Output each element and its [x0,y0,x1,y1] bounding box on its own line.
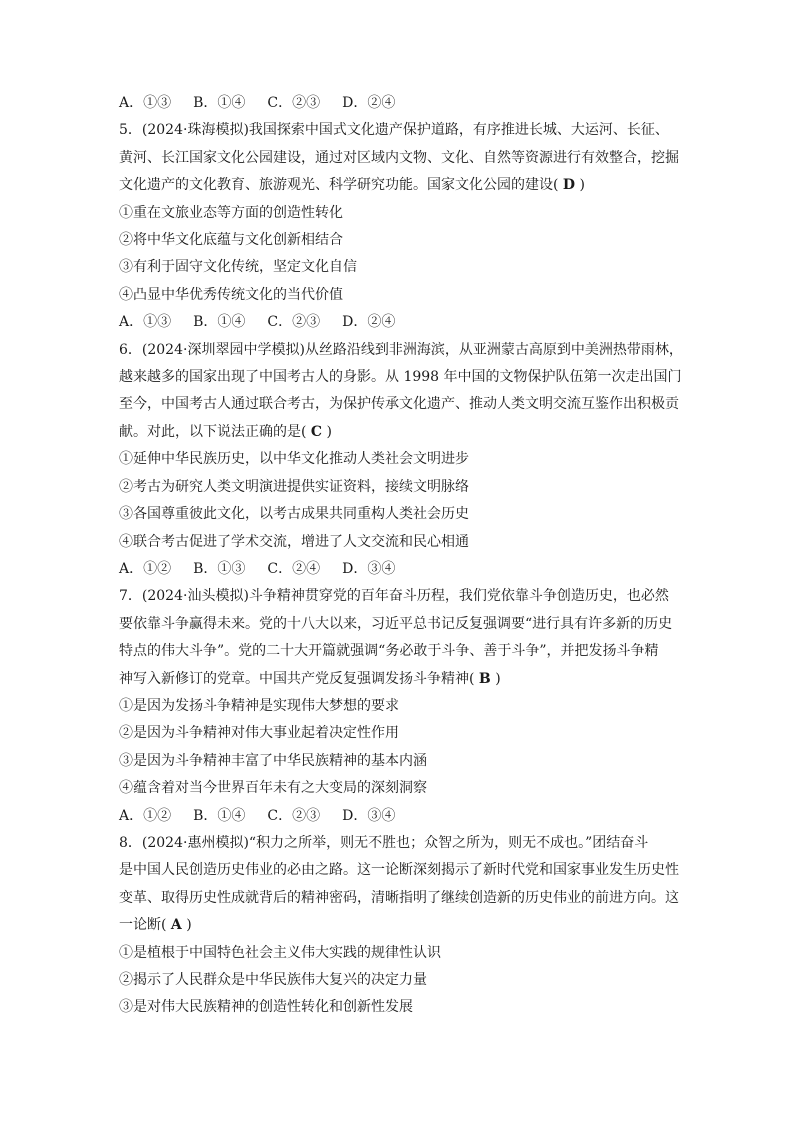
question-line [119,885,677,912]
statement-text: ②考古为研究人类文明演进提供实证资料，接续文明脉络 [119,478,469,495]
statement-text: ②是因为斗争精神对伟大事业起着决定性作用 [119,725,399,742]
question-line [119,117,677,144]
question-text: 要依靠斗争赢得未来。党的十八大以来，习近平总书记反复强调要“进行具有许多新的历史 [119,615,673,632]
answer-letter: B [478,670,491,687]
question-line [119,583,677,610]
statement-text: ④联合考古促进了学术交流，增进了人文交流和民心相通 [119,533,469,550]
option-choice: D．②④ [342,95,396,111]
statement-item [119,227,677,254]
statement-item [119,967,677,994]
question-text: 变革、取得历史性成就背后的精神密码，清晰指明了继续创造新的历史伟业的前进方向。这 [119,889,679,906]
answer-letter: C [310,423,323,440]
option-choice: B．①④ [193,807,246,824]
statement-text: ③是对伟大民族精神的创造性转化和创新性发展 [119,999,413,1016]
question-text: 一论断( [119,917,171,934]
question-line [119,419,677,446]
statement-text: ④蕴含着对当今世界百年未有之大变局的深刻洞察 [119,780,427,797]
question-line [119,337,683,364]
option-choice: D．③④ [342,807,396,824]
option-choice: A．①③ [119,95,172,111]
answer-bracket-close: ) [322,423,332,440]
statement-text: ②将中华文化底蕴与文化创新相结合 [119,232,343,249]
question-text: 5．(2024·珠海模拟)我国探索中国式文化遗产保护道路，有序推进长城、大运河、长征、 [119,122,669,139]
question-line [119,830,677,857]
option-choice: A．①③ [119,314,172,331]
question-text: 7．(2024·汕头模拟)斗争精神贯穿党的百年奋斗历程，我们党依靠斗争创造历史，也必然 [119,588,669,605]
question-text: 至今，中国考古人通过联合考古，为保护传承文化遗产、推动人类文明交流互鉴作出积极贡 [119,396,679,413]
question-line [119,857,677,884]
option-choice: D．③④ [342,560,396,577]
statement-item [119,282,677,309]
option-row [119,90,677,117]
option-choice: C．②③ [267,314,321,331]
statement-text: ③有利于固守文化传统，坚定文化自信 [119,259,357,276]
question-line [119,145,677,172]
question-line [119,364,682,391]
question-text: 6．(2024·深圳翠园中学模拟)从丝路沿线到非洲海滨，从亚洲蒙古高原到中美洲热带雨林， [119,341,683,358]
statement-item [119,254,677,281]
statement-item [119,748,677,775]
question-text: 献。对此，以下说法正确的是( [119,423,311,440]
question-line [119,611,677,638]
question-text: 神写入新修订的党章。中国共产党反复强调发扬斗争精神( [119,670,479,687]
option-choice: B．①④ [193,95,246,111]
statement-text: ①是植根于中国特色社会主义伟大实践的规律性认识 [119,944,441,961]
answer-letter: D [562,177,576,194]
option-row [119,556,677,583]
statement-item [119,501,677,528]
option-choice: D．②④ [342,314,396,331]
option-choice: C．②③ [267,95,321,111]
answer-bracket-close: ) [490,670,501,687]
question-text: 8．(2024·惠州模拟)“积力之所举，则无不胜也；众智之所为，则无不成也。”团结奋斗 [119,834,649,851]
option-choice: A．①② [119,807,172,824]
statement-item [119,200,677,227]
statement-text: ④凸显中华优秀传统文化的当代价值 [119,286,343,303]
statement-text: ③是因为斗争精神丰富了中华民族精神的基本内涵 [119,752,427,769]
option-choice: B．①③ [193,560,246,577]
statement-text: ①是因为发扬斗争精神是实现伟大梦想的要求 [119,697,399,714]
answer-bracket-close: ) [575,177,585,194]
statement-text: ①重在文旅业态等方面的创造性转化 [119,204,343,221]
answer-bracket-close: ) [181,917,192,934]
question-line [119,391,677,418]
option-choice: C．②③ [267,807,321,824]
statement-item [119,693,677,720]
question-text: 特点的伟大斗争”。党的二十大开篇就强调“务必敢于斗争、善于斗争”，并把发扬斗争精 [119,643,659,660]
question-text: 黄河、长江国家文化公园建设，通过对区域内文物、文化、自然等资源进行有效整合，挖掘 [119,149,679,166]
statement-item [119,775,677,802]
question-line [119,172,677,199]
option-row [119,803,677,830]
option-row [119,309,677,336]
statement-text: ③各国尊重彼此文化，以考古成果共同重构人类社会历史 [119,506,469,523]
statement-item [119,529,677,556]
statement-item [119,720,677,747]
question-text: 是中国人民创造历史伟业的必由之路。这一论断深刻揭示了新时代党和国家事业发生历史性 [119,862,679,879]
answer-letter: A [170,917,182,934]
question-list [119,90,683,1022]
statement-item [119,940,677,967]
option-choice: B．①④ [193,314,246,331]
statement-item [119,446,677,473]
question-line [119,638,677,665]
question-text: 文化遗产的文化教育、旅游观光、科学研究功能。国家文化公园的建设( [119,177,563,194]
option-choice: C．②④ [267,560,321,577]
option-choice: A．①② [119,560,172,577]
question-line [119,666,677,693]
statement-text: ①延伸中华民族历史，以中华文化推动人类社会文明进步 [119,451,469,468]
statement-text: ②揭示了人民群众是中华民族伟大复兴的决定力量 [119,972,427,988]
statement-item [119,474,677,501]
question-text: 越来越多的国家出现了中国考古人的身影。从 1998 年中国的文物保护队伍第一次走出国门 [119,369,682,386]
statement-item [119,994,677,1021]
question-line [119,912,677,939]
